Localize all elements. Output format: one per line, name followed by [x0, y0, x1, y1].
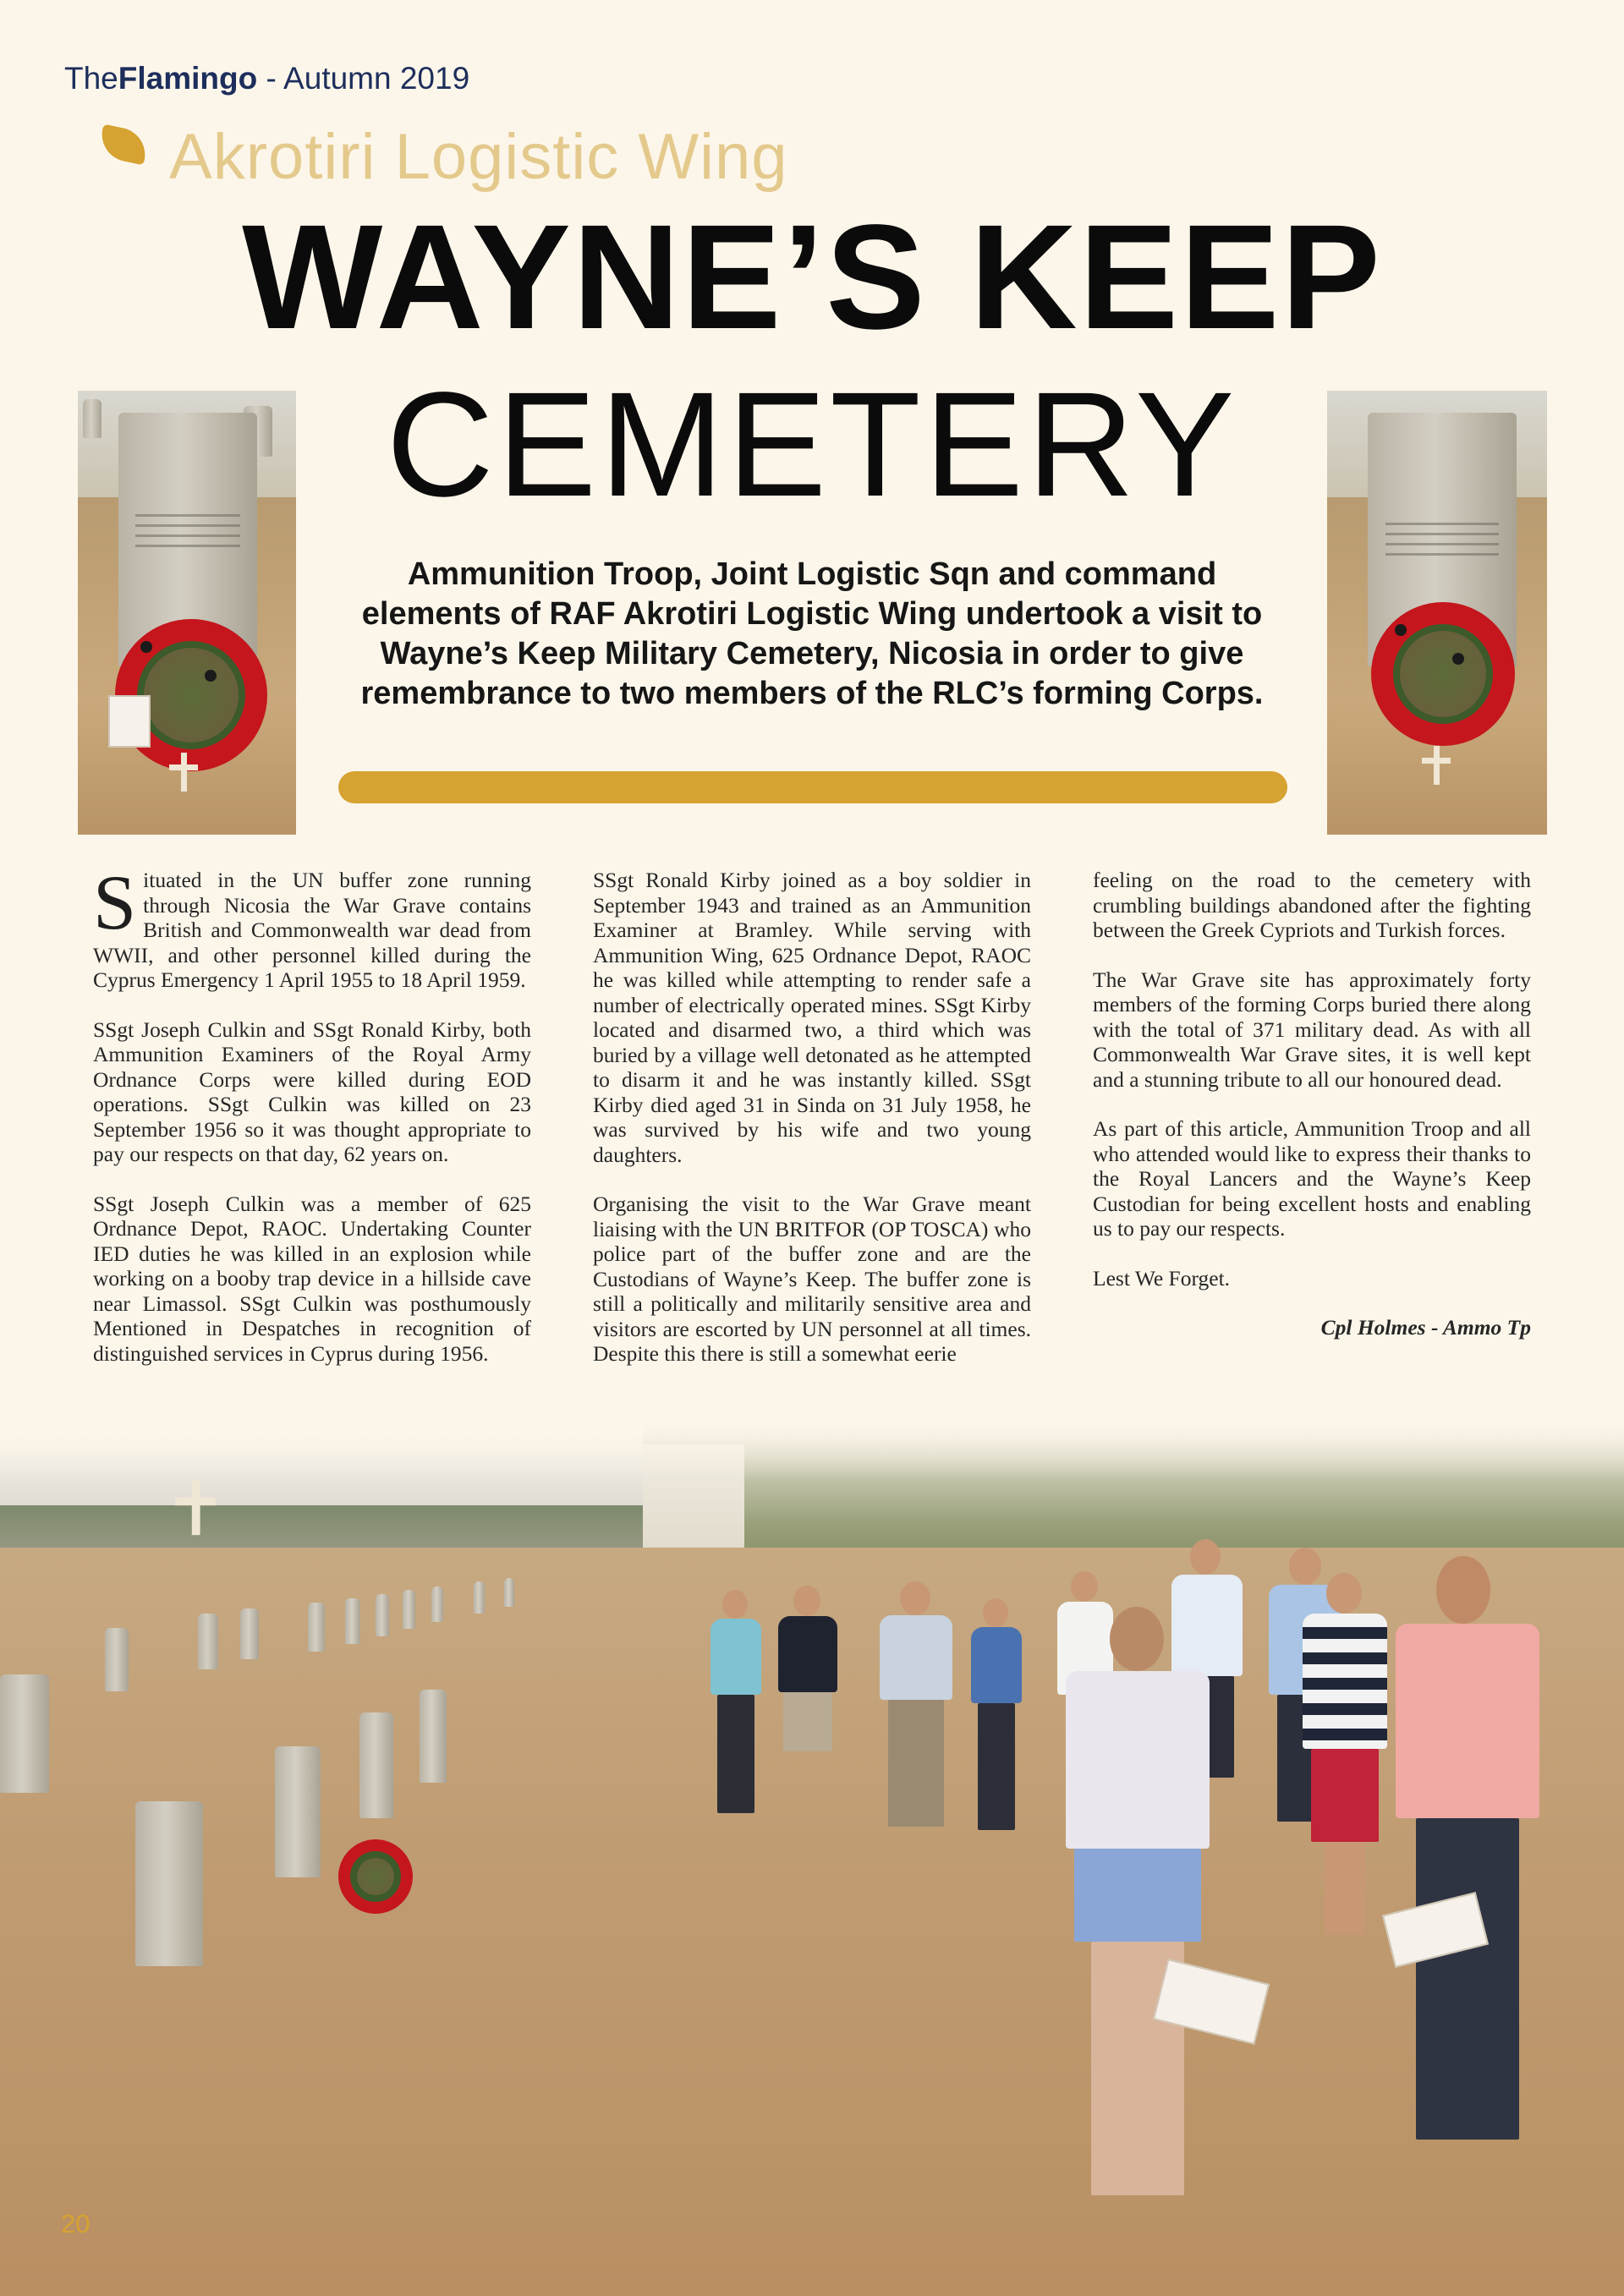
page-number: 20 [61, 2209, 91, 2238]
remembrance-cross-icon [1422, 746, 1451, 785]
intro-standfirst: Ammunition Troop, Joint Logistic Sqn and command elements of RAF Akrotiri Logistic Wing undertook a visit to Wayne’s Keep Military Cemetery, Nicosia in order to give remembrance to two members of the RLC’s forming Corps. [360, 556, 1264, 711]
article-paragraph: SSgt Joseph Culkin was a member of 625 Ordnance Depot, RAOC. Undertaking Counter IED duties he was killed in an explosion while working on a booby trap device in a hillside cave near Limassol. SSgt Culkin was posthumously Mentioned in Despatches in recognition of distinguished services in Cyprus during 1956. [93, 1191, 531, 1366]
headstone-inscription [135, 514, 241, 517]
headstone-inscription [135, 545, 241, 547]
drop-cap: S [93, 859, 137, 945]
headstone [431, 1586, 443, 1622]
photo-top-fade [0, 1421, 1624, 1480]
headstone-inscription [135, 524, 241, 527]
article-column-2 [593, 868, 1031, 1391]
attendee-shirt [880, 1615, 952, 1700]
headstone [420, 1690, 447, 1783]
poppy-center-icon [1395, 624, 1407, 636]
attendee-shirt [1066, 1671, 1210, 1849]
attendee-shirt [778, 1616, 837, 1692]
article-paragraph: The War Grave site has approximately forty members of the forming Corps buried there along with the total of 371 military dead. As with all Commonwealth War Grave sites, it is well kept and a stunning tribute to all our honoured dead. [1093, 967, 1531, 1092]
article-paragraph: feeling on the road to the cemetery with crumbling buildings abandoned after the fighting between the Greek Cypriots and Turkish forces. [1093, 868, 1531, 942]
headstone [240, 1608, 259, 1659]
poppy-center-icon [1452, 653, 1464, 665]
headstone-inscription [1385, 533, 1499, 535]
attendee-head [793, 1586, 820, 1616]
attendee-trousers [978, 1703, 1015, 1830]
attendee-head [1071, 1571, 1098, 1602]
attendee-shirt [1396, 1624, 1539, 1818]
attendee-shirt [971, 1627, 1022, 1703]
headstone-inscription [1385, 553, 1499, 556]
headstone [135, 1801, 203, 1966]
headstone-inscription [1385, 543, 1499, 545]
attendee-shirt [710, 1619, 761, 1695]
headstone [275, 1746, 321, 1877]
attendee-head [722, 1590, 748, 1619]
article-paragraph-text: ituated in the UN buffer zone running through Nicosia the War Grave contains British and Commonwealth war dead from WWII, and other personnel killed during the Cyprus Emergency 1 April 1955 to 18 April 1959. [93, 868, 531, 992]
article-paragraph: SSgt Ronald Kirby joined as a boy soldier in September 1943 and trained as an Ammunition Examiner at Bramley. While serving with Ammunition Wing, 625 Ordnance Depot, RAOC he was killed while attempting to render safe a number of electrically operated mines. SSgt Kirby located and disarmed two, a third which was buried by a village well detonated as he attempted to disarm it and he was instantly killed. SSgt Kirby died aged 31 in Sinda on 31 July 1958, he was survived by his wife and two young daughters. [593, 868, 1031, 1167]
leaf-icon [97, 124, 151, 166]
attendee-head [1289, 1548, 1321, 1585]
attendee-shirt [1303, 1614, 1387, 1749]
attendee-trousers [1416, 1818, 1519, 2140]
remembrance-cross-icon [169, 753, 198, 792]
attendee-shorts [783, 1692, 832, 1751]
gold-divider-bar [338, 771, 1287, 803]
attendee-head [1326, 1573, 1362, 1614]
poppy-center-icon [205, 670, 217, 682]
headstone [376, 1594, 389, 1636]
headstone-inscription [135, 534, 241, 537]
attendee-trousers [888, 1700, 944, 1827]
headstone-photo-kirby [1327, 391, 1547, 835]
masthead-brand-prefix: The [64, 61, 118, 96]
headstone [474, 1581, 485, 1614]
masthead-issue: - Autumn 2019 [257, 61, 470, 96]
attendee-legs [1325, 1842, 1365, 1935]
article-column-3 [1093, 868, 1531, 1365]
headstone [0, 1674, 49, 1793]
article-paragraph: Organising the visit to the War Grave meant liaising with the UN BRITFOR (OP TOSCA) who police part of the buffer zone and are the Custodians of Wayne’s Keep. The buffer zone is still a politically and militarily sensitive area and visitors are escorted by UN personnel at all times. Despite this there is still a somewhat eerie [593, 1192, 1031, 1366]
headstone [198, 1614, 218, 1669]
headstone-inscription [1385, 523, 1499, 525]
article-paragraph: Lest We Forget. [1093, 1265, 1231, 1290]
section-title: Akrotiri Logistic Wing [169, 121, 788, 193]
headstone [504, 1578, 514, 1607]
attendee-head [1436, 1556, 1490, 1624]
headstone [359, 1712, 393, 1818]
article-paragraph [93, 859, 531, 993]
attendee-head [900, 1581, 930, 1615]
attendee-shorts [1311, 1749, 1379, 1842]
headstone-photo-culkin [78, 391, 296, 835]
headline-line-2: CEMETERY [386, 362, 1238, 528]
article-column-1 [93, 859, 531, 1390]
masthead [64, 61, 469, 96]
headstone [345, 1598, 360, 1644]
cemetery-cross-icon [175, 1481, 216, 1535]
poppy-wreath [1371, 602, 1515, 746]
poppy-wreath [338, 1839, 413, 1914]
memorial-card [108, 695, 151, 748]
headstone [308, 1603, 325, 1652]
background-headstone [83, 399, 102, 438]
article-byline: Cpl Holmes - Ammo Tp [1320, 1315, 1531, 1340]
attendee-shorts [1074, 1849, 1201, 1942]
attendee-head [1110, 1607, 1164, 1671]
headline-line-1: WAYNE’S KEEP [242, 195, 1382, 360]
headstone [105, 1628, 129, 1691]
headstone [403, 1590, 415, 1629]
attendee-head [983, 1598, 1008, 1627]
masthead-brand: Flamingo [118, 61, 258, 96]
article-paragraph: SSgt Joseph Culkin and SSgt Ronald Kirby, both Ammunition Examiners of the Royal Army Ordnance Corps were killed during EOD operations. SSgt Culkin was killed on 23 September 1956 so it was thought appropriate to pay our respects on that day, 62 years on. [93, 1016, 531, 1166]
poppy-center-icon [140, 641, 152, 653]
attendee-head [1190, 1539, 1221, 1575]
attendee-trousers [717, 1695, 754, 1813]
article-paragraph: As part of this article, Ammunition Troop and all who attended would like to express their thanks to the Royal Lancers and the Wayne’s Keep Custodian for being excellent hosts and enabling us to pay our respects. [1093, 1116, 1531, 1241]
attendee-shirt [1171, 1575, 1243, 1676]
group-photo [0, 1421, 1624, 2296]
